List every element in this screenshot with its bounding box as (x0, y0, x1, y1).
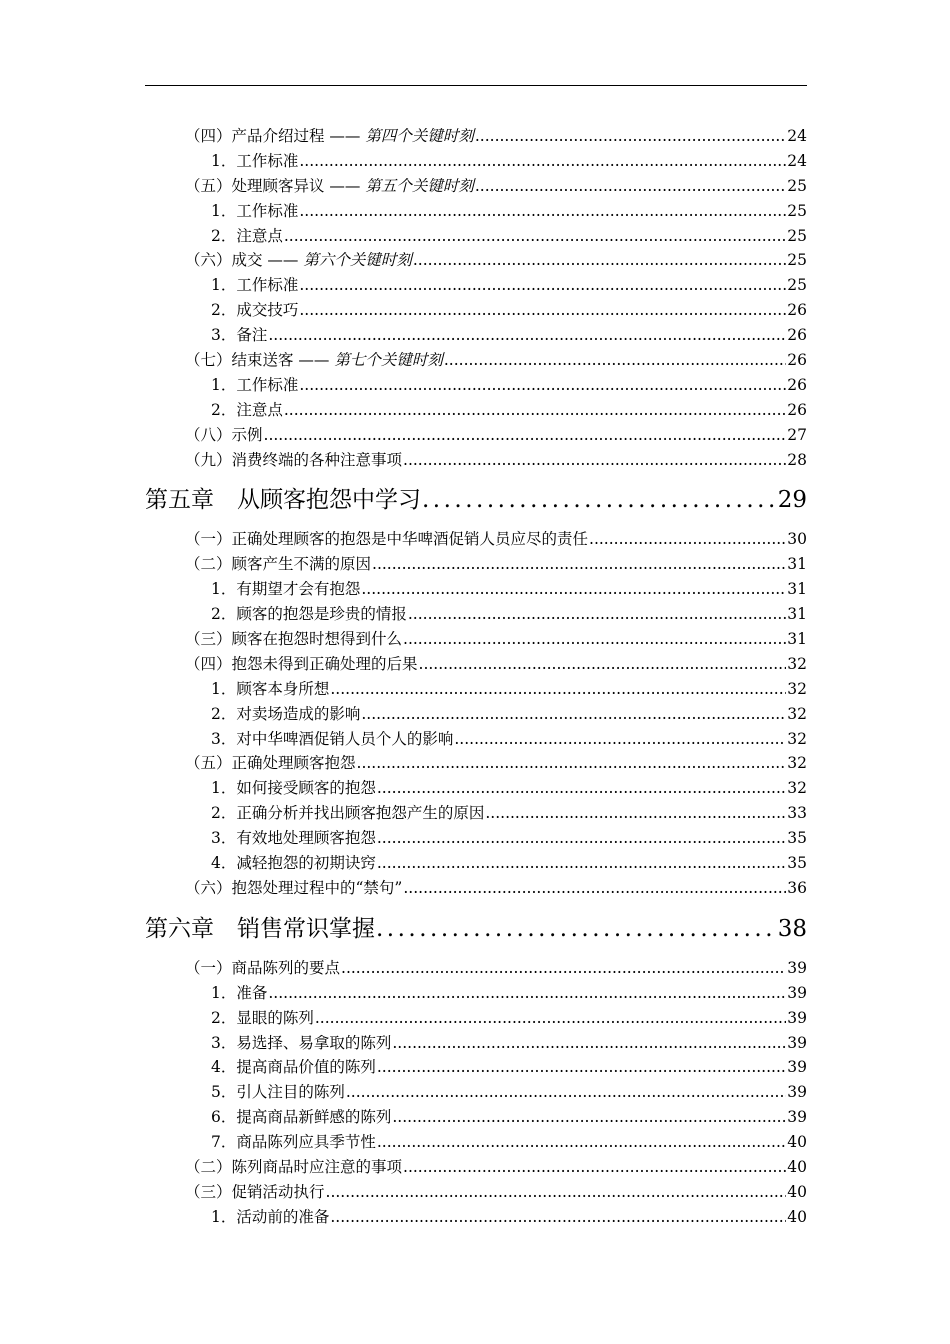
toc-subsection-entry[interactable] (145, 298, 807, 323)
toc-dot-leader (346, 1080, 786, 1105)
toc-subsection-entry[interactable] (145, 1105, 807, 1130)
toc-dot-leader (357, 751, 787, 776)
toc-entry-label: 2．顾客的抱怨是珍贵的情报 (211, 605, 407, 624)
toc-page-number: 31 (787, 555, 807, 574)
toc-entry-title (211, 1080, 345, 1105)
toc-section-entry[interactable] (145, 652, 807, 677)
toc-subsection-entry[interactable] (145, 224, 807, 249)
toc-dot-leader (419, 652, 787, 677)
toc-dot-leader (422, 481, 777, 519)
toc-entry-title (211, 677, 329, 702)
toc-page-number: 32 (787, 654, 807, 673)
toc-page-number: 24 (787, 151, 807, 170)
toc-dot-leader (403, 876, 786, 901)
toc-page-number: 39 (787, 1108, 807, 1127)
toc-entry-title (211, 1105, 391, 1130)
toc-entry-label: 1．准备 (211, 983, 268, 1002)
toc-subsection-entry[interactable] (145, 373, 807, 398)
toc-dot-leader (589, 527, 786, 552)
toc-page-number: 39 (787, 1033, 807, 1052)
toc-entry-title (185, 124, 474, 149)
toc-chapter-entry[interactable] (145, 481, 807, 519)
toc-entry-label: 第五章 从顾客抱怨中学习 (145, 487, 421, 514)
toc-entry-label: 1．工作标准 (211, 375, 299, 394)
toc-page-number: 25 (787, 226, 807, 245)
toc-subsection-entry[interactable] (145, 851, 807, 876)
toc-page-number: 39 (787, 1058, 807, 1077)
toc-entry-label: （二）陈列商品时应注意的事项 (185, 1157, 403, 1176)
toc-subsection-entry[interactable] (145, 776, 807, 801)
toc-entry-title (211, 298, 298, 323)
toc-entry-title (185, 248, 412, 273)
toc-entry-title (211, 1130, 376, 1155)
toc-subsection-entry[interactable] (145, 702, 807, 727)
toc-entry-title (211, 1006, 314, 1031)
toc-section-entry[interactable] (145, 956, 807, 981)
toc-dot-leader (413, 248, 786, 273)
header-rule (145, 85, 807, 86)
toc-page-number: 29 (777, 487, 807, 514)
toc-entry-label: （一）正确处理顾客的抱怨是中华啤酒促销人员应尽的责任 (185, 530, 589, 549)
toc-dot-leader (330, 677, 786, 702)
toc-entry-title (211, 602, 407, 627)
toc-section-entry[interactable] (145, 124, 807, 149)
toc-entry-label: （六）成交 —— (185, 251, 304, 270)
toc-dot-leader (377, 776, 786, 801)
toc-dot-leader (299, 298, 786, 323)
toc-page-number: 26 (787, 375, 807, 394)
toc-page-number: 39 (787, 983, 807, 1002)
toc-entry-label: （一）商品陈列的要点 (185, 958, 341, 977)
toc-entry-title (211, 577, 360, 602)
toc-page-number: 33 (787, 804, 807, 823)
toc-section-entry[interactable] (145, 1155, 807, 1180)
toc-subsection-entry[interactable] (145, 727, 807, 752)
toc-page-number: 35 (787, 829, 807, 848)
toc-page-number: 25 (787, 201, 807, 220)
toc-entry-label: （五）处理顾客异议 —— (185, 176, 366, 195)
toc-entry-label: （四）产品介绍过程 —— (185, 127, 366, 145)
toc-page-number: 32 (787, 704, 807, 723)
toc-section-entry[interactable] (145, 448, 807, 473)
toc-entry-title (185, 348, 443, 373)
toc-dot-leader (299, 373, 786, 398)
toc-page-number: 32 (787, 679, 807, 698)
toc-subsection-entry[interactable] (145, 1055, 807, 1080)
toc-entry-title (185, 552, 371, 577)
toc-entry-title (211, 702, 360, 727)
toc-subsection-entry[interactable] (145, 826, 807, 851)
toc-section-entry[interactable] (145, 174, 807, 199)
toc-entry-title (211, 851, 376, 876)
toc-entry-label: （八）示例 (185, 425, 263, 444)
toc-page-number: 39 (787, 1008, 807, 1027)
toc-page-number: 36 (787, 878, 807, 897)
toc-entry-label: 4．减轻抱怨的初期诀窍 (211, 854, 376, 873)
toc-entry-label: 7．商品陈列应具季节性 (211, 1133, 376, 1152)
toc-dot-leader (377, 1130, 786, 1155)
toc-entry-title (211, 224, 283, 249)
toc-page-number: 25 (787, 251, 807, 270)
toc-entry-emphasis: 第五个关键时刻 (365, 176, 474, 195)
toc-entry-label: 3．易选择、易拿取的陈列 (211, 1033, 392, 1052)
toc-entry-label: 1．工作标准 (211, 151, 299, 170)
toc-page-number: 25 (787, 176, 807, 195)
toc-page-number: 39 (787, 1083, 807, 1102)
toc-entry-title (185, 448, 402, 473)
toc-entry-label: 1．顾客本身所想 (211, 679, 330, 698)
toc-subsection-entry[interactable] (145, 1031, 807, 1056)
toc-page-number: 25 (787, 276, 807, 295)
toc-dot-leader (475, 124, 786, 149)
toc-entry-title (145, 910, 375, 948)
toc-entry-label: 1．有期望才会有抱怨 (211, 580, 361, 599)
toc-page-number: 31 (787, 580, 807, 599)
toc-entry-title (211, 727, 453, 752)
toc-dot-leader (268, 323, 786, 348)
toc-page-number: 28 (787, 450, 807, 469)
toc-entry-emphasis: 第六个关键时刻 (303, 251, 412, 270)
toc-entry-label: 2．正确分析并找出顾客抱怨产生的原因 (211, 804, 485, 823)
toc-page-number: 24 (787, 127, 807, 145)
toc-section-entry[interactable] (145, 751, 807, 776)
toc-dot-leader (403, 627, 786, 652)
toc-page-number: 32 (787, 779, 807, 798)
toc-page-number: 26 (787, 301, 807, 320)
toc-page-number: 26 (787, 351, 807, 370)
toc-subsection-entry[interactable] (145, 1080, 807, 1105)
toc-entry-title (185, 1155, 402, 1180)
toc-entry-label: 1．工作标准 (211, 276, 299, 295)
toc-entry-title (185, 751, 356, 776)
toc-dot-leader (403, 1155, 786, 1180)
toc-entry-label: （三）促销活动执行 (185, 1182, 325, 1201)
toc-dot-leader (361, 577, 786, 602)
toc-entry-label: 4．提高商品价值的陈列 (211, 1058, 376, 1077)
toc-dot-leader (408, 602, 786, 627)
toc-subsection-entry[interactable] (145, 273, 807, 298)
toc-section-entry[interactable] (145, 876, 807, 901)
toc-page-number: 26 (787, 326, 807, 345)
toc-entry-label: 3．对中华啤酒促销人员个人的影响 (211, 729, 454, 748)
toc-page-number: 32 (787, 729, 807, 748)
toc-section-entry[interactable] (145, 348, 807, 373)
toc-dot-leader (299, 149, 786, 174)
toc-entry-title (211, 1031, 391, 1056)
toc-dot-leader (475, 174, 786, 199)
toc-dot-leader (376, 910, 777, 948)
toc-subsection-entry[interactable] (145, 1006, 807, 1031)
toc-entry-title (211, 323, 267, 348)
toc-dot-leader (454, 727, 786, 752)
toc-dot-leader (392, 1031, 786, 1056)
toc-dot-leader (403, 448, 786, 473)
toc-subsection-entry[interactable] (145, 981, 807, 1006)
toc-subsection-entry[interactable] (145, 1130, 807, 1155)
toc-entry-label: 2．对卖场造成的影响 (211, 704, 361, 723)
toc-entry-title (211, 1205, 329, 1230)
toc-entry-label: 2．注意点 (211, 226, 283, 245)
toc-page-number: 38 (777, 915, 807, 942)
toc-subsection-entry[interactable] (145, 199, 807, 224)
toc-section-entry[interactable] (145, 1180, 807, 1205)
toc-dot-leader (377, 826, 786, 851)
toc-section-entry[interactable] (145, 423, 807, 448)
toc-subsection-entry[interactable] (145, 602, 807, 627)
toc-dot-leader (299, 199, 786, 224)
toc-dot-leader (377, 1055, 786, 1080)
toc-entry-label: （二）顾客产生不满的原因 (185, 555, 372, 574)
toc-entry-label: 2．注意点 (211, 400, 283, 419)
toc-entry-title (145, 481, 421, 519)
toc-entry-title (185, 652, 418, 677)
toc-entry-label: 3．备注 (211, 326, 268, 345)
toc-page-number: 39 (787, 958, 807, 977)
toc-entry-label: 5．引人注目的陈列 (211, 1083, 345, 1102)
toc-entry-label: （三）顾客在抱怨时想得到什么 (185, 630, 403, 649)
toc-entry-title (211, 398, 283, 423)
toc-entry-label: 第六章 销售常识掌握 (145, 915, 375, 942)
toc-dot-leader (392, 1105, 786, 1130)
toc-section-entry[interactable] (145, 248, 807, 273)
toc-subsection-entry[interactable] (145, 149, 807, 174)
toc-section-entry[interactable] (145, 552, 807, 577)
toc-subsection-entry[interactable] (145, 398, 807, 423)
toc-entry-title (211, 1055, 376, 1080)
toc-entry-label: 2．成交技巧 (211, 301, 299, 320)
toc-section-entry[interactable] (145, 627, 807, 652)
toc-dot-leader (299, 273, 786, 298)
toc-dot-leader (264, 423, 787, 448)
toc-entry-label: 1．活动前的准备 (211, 1207, 330, 1226)
toc-section-entry[interactable] (145, 527, 807, 552)
toc-dot-leader (341, 956, 786, 981)
toc-page-number: 40 (787, 1133, 807, 1152)
toc-entry-title (211, 373, 298, 398)
toc-page-number: 27 (787, 425, 807, 444)
toc-subsection-entry[interactable] (145, 677, 807, 702)
toc-entry-label: 1．如何接受顾客的抱怨 (211, 779, 376, 798)
toc-subsection-entry[interactable] (145, 323, 807, 348)
toc-entry-title (185, 174, 474, 199)
toc-page-number: 40 (787, 1182, 807, 1201)
toc-entry-label: 2．显眼的陈列 (211, 1008, 314, 1027)
toc-dot-leader (268, 981, 786, 1006)
toc-dot-leader (485, 801, 786, 826)
toc-entry-label: （六）抱怨处理过程中的“禁句” (185, 878, 403, 897)
toc-entry-title (185, 876, 402, 901)
toc-subsection-entry[interactable] (145, 577, 807, 602)
toc-dot-leader (284, 224, 786, 249)
toc-entry-title (185, 956, 340, 981)
table-of-contents (145, 124, 807, 1230)
toc-dot-leader (361, 702, 786, 727)
toc-entry-title (185, 423, 263, 448)
toc-entry-title (185, 627, 402, 652)
toc-page-number: 40 (787, 1157, 807, 1176)
toc-entry-label: （五）正确处理顾客抱怨 (185, 754, 356, 773)
toc-entry-title (211, 981, 267, 1006)
toc-entry-label: （四）抱怨未得到正确处理的后果 (185, 654, 418, 673)
toc-page-number: 31 (787, 630, 807, 649)
toc-page-number: 35 (787, 854, 807, 873)
toc-page-number: 30 (787, 530, 807, 549)
toc-entry-label: 6．提高商品新鲜感的陈列 (211, 1108, 392, 1127)
toc-entry-title (185, 527, 588, 552)
toc-entry-title (211, 273, 298, 298)
toc-dot-leader (372, 552, 786, 577)
toc-entry-title (185, 1180, 325, 1205)
toc-entry-title (211, 776, 376, 801)
toc-page-number: 26 (787, 400, 807, 419)
toc-page-number: 32 (787, 754, 807, 773)
toc-entry-title (211, 199, 298, 224)
toc-dot-leader (326, 1180, 787, 1205)
toc-entry-title (211, 801, 484, 826)
toc-dot-leader (284, 398, 786, 423)
toc-dot-leader (330, 1205, 786, 1230)
toc-page-number: 31 (787, 605, 807, 624)
toc-entry-label: 1．工作标准 (211, 201, 299, 220)
toc-entry-title (211, 149, 298, 174)
toc-entry-emphasis: 第四个关键时刻 (365, 127, 474, 145)
toc-entry-label: 3．有效地处理顾客抱怨 (211, 829, 376, 848)
toc-page-number: 40 (787, 1207, 807, 1226)
toc-chapter-entry[interactable] (145, 910, 807, 948)
toc-entry-title (211, 826, 376, 851)
toc-dot-leader (444, 348, 786, 373)
toc-entry-label: （七）结束送客 —— (185, 351, 335, 370)
toc-dot-leader (315, 1006, 786, 1031)
toc-subsection-entry[interactable] (145, 1205, 807, 1230)
toc-dot-leader (377, 851, 786, 876)
toc-entry-emphasis: 第七个关键时刻 (334, 351, 443, 370)
toc-subsection-entry[interactable] (145, 801, 807, 826)
toc-entry-label: （九）消费终端的各种注意事项 (185, 450, 403, 469)
